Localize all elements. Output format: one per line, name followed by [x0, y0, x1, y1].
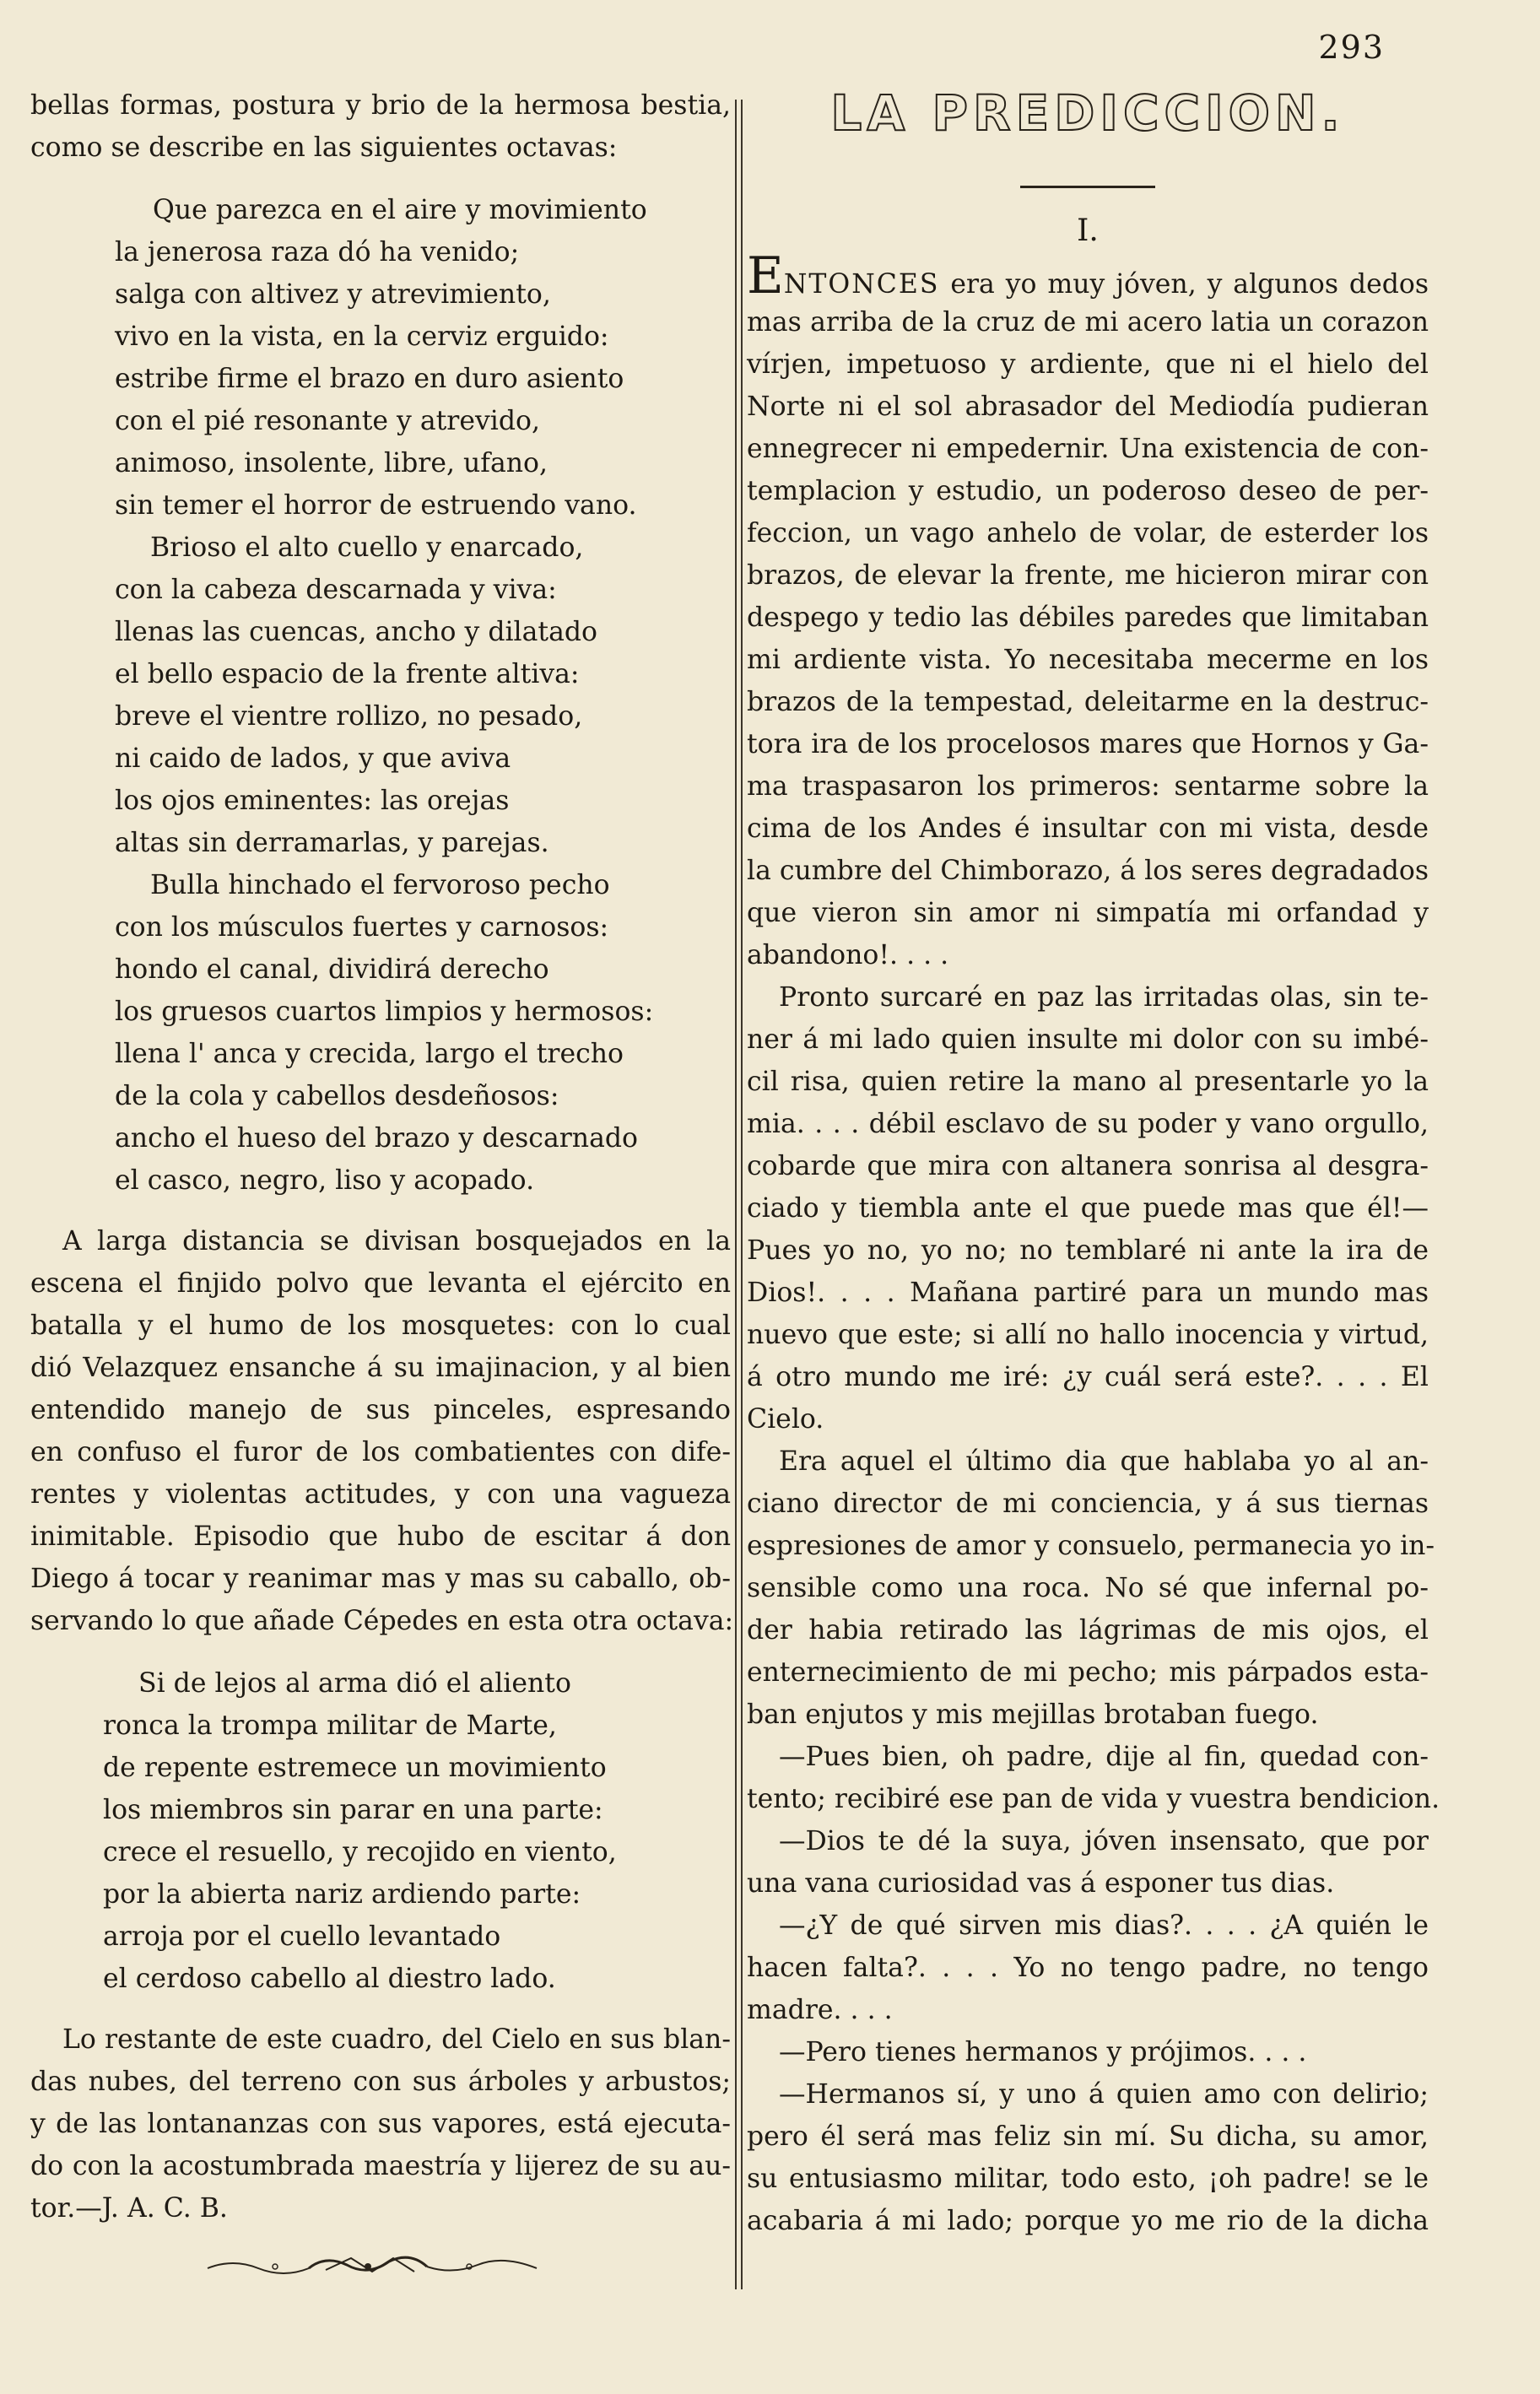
- text-line: der habia retirado las lágrimas de mis ojos, el: [747, 1615, 1429, 1646]
- verse-line: estribe firme el brazo en duro asiento: [115, 364, 624, 394]
- verse-line: los ojos eminentes: las orejas: [115, 786, 510, 816]
- text-line: —Pues bien, oh padre, dije al fin, quedad con-: [779, 1742, 1429, 1772]
- column-rule: [741, 100, 743, 2289]
- paragraph: [747, 2031, 1429, 2073]
- section-number: I.: [1077, 213, 1099, 248]
- column-rule: [735, 100, 737, 2289]
- text-line: feccion, un vago anhelo de volar, de esterder los: [747, 518, 1429, 549]
- text-line: das nubes, del terreno con sus árboles y arbustos;: [30, 2067, 731, 2097]
- text-line: despego y tedio las débiles paredes que limitaban: [747, 603, 1429, 633]
- text-line: en confuso el furor de los combatientes con dife-: [30, 1437, 731, 1467]
- verse-line: Brioso el alto cuello y enarcado,: [150, 532, 584, 563]
- right-column: [747, 84, 1440, 2242]
- text-line: entendido manejo de sus pinceles, espresando: [30, 1395, 731, 1425]
- poem-stanza: [30, 189, 731, 1202]
- text-line: tento; recibiré ese pan de vida y vuestra bendicion.: [747, 1784, 1440, 1814]
- text-line: escena el finjido polvo que levanta el ejército en: [30, 1268, 731, 1299]
- text-line: ennegrecer ni empedernir. Una existencia de con-: [747, 434, 1429, 464]
- verse-line: crece el resuello, y recojido en viento,: [103, 1837, 617, 1867]
- text-line: como se describe en las siguientes octavas:: [30, 132, 618, 163]
- paragraph: [747, 246, 1429, 976]
- paragraph: [747, 2073, 1429, 2242]
- verse-line: ronca la trompa militar de Marte,: [103, 1710, 557, 1741]
- text-line: y de las lontananzas con sus vapores, está ejecuta-: [30, 2109, 731, 2139]
- verse-line: los gruesos cuartos limpios y hermosos:: [115, 997, 654, 1027]
- text-line: madre. . . .: [747, 1995, 893, 2025]
- poem-stanza: [30, 1662, 731, 2000]
- text-line: Dios!. . . . Mañana partiré para un mundo mas: [747, 1278, 1429, 1308]
- article-title: LA PREDICCION.: [830, 84, 1345, 142]
- text-line: Pues yo no, yo no; no temblaré ni ante la ira de: [747, 1235, 1429, 1266]
- text-line: brazos de la tempestad, deleitarme en la destruc-: [747, 687, 1429, 717]
- verse-line: arroja por el cuello levantado: [103, 1921, 501, 1952]
- text-line: que vieron sin amor ni simpatía mi orfandad y: [747, 898, 1429, 928]
- text-line: vírjen, impetuoso y ardiente, que ni el hielo del: [747, 349, 1429, 380]
- verse-line: la jenerosa raza dó ha venido;: [115, 237, 520, 268]
- text-line: abandono!. . . .: [747, 940, 949, 970]
- verse-line: llenas las cuencas, ancho y dilatado: [115, 617, 597, 647]
- text-line: brazos, de elevar la frente, me hicieron mirar con: [747, 560, 1429, 591]
- paragraph: [747, 1905, 1429, 2031]
- text-line: pero él será mas feliz sin mí. Su dicha, su amor,: [747, 2121, 1429, 2152]
- text-line: Norte ni el sol abrasador del Mediodía pudieran: [747, 392, 1429, 422]
- text-line: ciano director de mi conciencia, y á sus tiernas: [747, 1489, 1429, 1519]
- text-line: ban enjutos y mis mejillas brotaban fuego.: [747, 1700, 1319, 1730]
- intro-text: [30, 84, 731, 169]
- small-caps-word: NTONCES: [783, 269, 940, 300]
- text-line: do con la acostumbrada maestría y lijerez de su au-: [30, 2151, 731, 2181]
- verse-line: sin temer el horror de estruendo vano.: [115, 490, 637, 521]
- text-line: mia. . . . débil esclavo de su poder y vano orgullo,: [747, 1109, 1429, 1139]
- page-number: 293: [1318, 29, 1385, 66]
- text-line: —Dios te dé la suya, jóven insensato, que por: [779, 1826, 1429, 1856]
- verse-line: Bulla hinchado el fervoroso pecho: [150, 870, 610, 900]
- text-line: Pronto surcaré en paz las irritadas olas, sin te-: [779, 982, 1429, 1013]
- text-line: mas arriba de la cruz de mi acero latia un corazon: [747, 307, 1429, 338]
- verse-line: por la abierta nariz ardiendo parte:: [103, 1879, 581, 1910]
- text-line: inimitable. Episodio que hubo de escitar á don: [30, 1521, 731, 1552]
- text-line: á otro mundo me iré: ¿y cuál será este?. . . . El: [747, 1362, 1429, 1392]
- text-line: nuevo que este; si allí no hallo inocencia y virtud,: [747, 1320, 1429, 1350]
- text-line: ma traspasaron los primeros: sentarme sobre la: [747, 771, 1429, 802]
- text-line: cobarde que mira con altanera sonrisa al desgra-: [747, 1151, 1429, 1181]
- text-line: Era aquel el último dia que hablaba yo al an-: [779, 1446, 1429, 1477]
- verse-line: ancho el hueso del brazo y descarnado: [115, 1123, 638, 1154]
- text-line: tora ira de los procelosos mares que Hornos y Ga-: [747, 729, 1429, 759]
- paragraph: [30, 2018, 731, 2229]
- text-line: acabaria á mi lado; porque yo me rio de la dicha: [747, 2206, 1429, 2236]
- verse-line: vivo en la vista, en la cerviz erguido:: [115, 322, 609, 352]
- tailpiece-ornament: [199, 2250, 554, 2287]
- text-line: mi ardiente vista. Yo necesitaba mecerme en los: [747, 645, 1429, 675]
- title-divider: [1020, 186, 1155, 188]
- verse-line: llena l' anca y crecida, largo el trecho: [115, 1039, 624, 1069]
- text-line: bellas formas, postura y brio de la hermosa bestia,: [30, 90, 731, 121]
- text-line: A larga distancia se divisan bosquejados en la: [62, 1226, 731, 1256]
- verse-line: ni caido de lados, y que aviva: [115, 743, 511, 774]
- verse-line: altas sin derramarlas, y parejas.: [115, 828, 549, 858]
- text-line: enternecimiento de mi pecho; mis párpados esta-: [747, 1657, 1429, 1688]
- text-line: Cielo.: [747, 1404, 824, 1435]
- text-line: templacion y estudio, un poderoso deseo de per-: [747, 476, 1429, 506]
- verse-line: con la cabeza descarnada y viva:: [115, 575, 557, 605]
- left-column: [30, 84, 734, 2287]
- text-line: la cumbre del Chimborazo, á los seres degradados: [747, 856, 1429, 886]
- text-fragment: era yo muy jóven, y algunos dedos: [950, 269, 1429, 300]
- text-line: su entusiasmo militar, todo esto, ¡oh padre! se le: [747, 2164, 1429, 2194]
- text-line: —¿Y de qué sirven mis dias?. . . . ¿A quién le: [779, 1910, 1429, 1941]
- text-line: ner á mi lado quien insulte mi dolor con su imbé-: [747, 1024, 1429, 1055]
- drop-cap: E: [747, 246, 784, 305]
- text-line: cil risa, quien retire la mano al presentarle yo la: [747, 1067, 1429, 1097]
- verse-line: con los músculos fuertes y carnosos:: [115, 912, 609, 943]
- text-line: una vana curiosidad vas á esponer tus dias.: [747, 1868, 1335, 1899]
- verse-line: animoso, insolente, libre, ufano,: [115, 448, 548, 478]
- paragraph: [747, 1820, 1429, 1905]
- text-line: rentes y violentas actitudes, y con una vagueza: [30, 1479, 731, 1510]
- verse-line: el cerdoso cabello al diestro lado.: [103, 1964, 556, 1994]
- text-line: servando lo que añade Cépedes en esta otra octava:: [30, 1606, 734, 1636]
- verse-line: Si de lejos al arma dió el aliento: [138, 1668, 571, 1699]
- text-line: ciado y tiembla ante el que puede mas que él!—: [747, 1193, 1429, 1224]
- verse-line: el casco, negro, liso y acopado.: [115, 1165, 535, 1196]
- text-line: —Pero tienes hermanos y prójimos. . . .: [779, 2037, 1307, 2067]
- text-line: Lo restante de este cuadro, del Cielo en sus blan-: [62, 2024, 731, 2055]
- verse-line: salga con altivez y atrevimiento,: [115, 279, 551, 310]
- text-line: cima de los Andes é insultar con mi vista, desde: [747, 813, 1429, 844]
- verse-line: el bello espacio de la frente altiva:: [115, 659, 580, 689]
- verse-line: con el pié resonante y atrevido,: [115, 406, 540, 436]
- text-line: Diego á tocar y reanimar mas y mas su caballo, ob-: [30, 1564, 731, 1594]
- paragraph: [747, 1440, 1435, 1736]
- verse-line: Que parezca en el aire y movimiento: [153, 195, 647, 225]
- paragraph: [30, 1220, 734, 1642]
- text-line: tor.—J. A. C. B.: [30, 2193, 228, 2224]
- verse-line: de la cola y cabellos desdeñosos:: [115, 1081, 559, 1111]
- text-line: —Hermanos sí, y uno á quien amo con delirio;: [779, 2079, 1429, 2110]
- text-line: hacen falta?. . . . Yo no tengo padre, no tengo: [747, 1953, 1429, 1983]
- text-line: sensible como una roca. No sé que infernal po-: [747, 1573, 1429, 1603]
- verse-line: breve el vientre rollizo, no pesado,: [115, 701, 583, 732]
- paragraph: [747, 1736, 1440, 1820]
- text-line: batalla y el humo de los mosquetes: con lo cual: [30, 1310, 731, 1341]
- paragraph: [747, 976, 1429, 1440]
- verse-line: los miembros sin parar en una parte:: [103, 1795, 603, 1825]
- text-line: espresiones de amor y consuelo, permanecia yo in-: [747, 1531, 1435, 1561]
- text-line: [747, 246, 1429, 305]
- verse-line: hondo el canal, dividirá derecho: [115, 954, 549, 985]
- text-line: dió Velazquez ensanche á su imajinacion, y al bien: [30, 1353, 731, 1383]
- verse-line: de repente estremece un movimiento: [103, 1753, 607, 1783]
